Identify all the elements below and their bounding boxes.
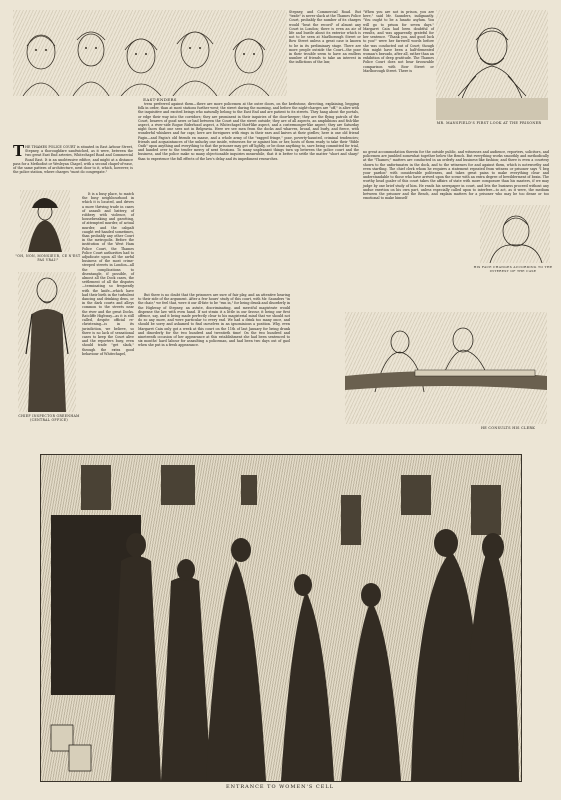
text-col-middle-2 [138, 293, 290, 348]
east-enders-faces [13, 10, 287, 96]
text-col-right [363, 150, 549, 200]
caption-consults: HE CONSULTS HIS CLERK [480, 426, 536, 430]
east-enders-illustration [13, 10, 287, 96]
magistrate-head [480, 205, 550, 263]
face-changes-illustration [480, 205, 550, 263]
text-col-middle [138, 102, 359, 161]
woman-figure [20, 190, 70, 252]
text-col-stepney [289, 10, 361, 65]
paragraph: It is a busy place, to match the busy neighbourhood in which it is located, and drives a more thriving trade in cases of assault and battery, of robbery with violence, of housebreaking and garotting, of attempted murder, of actual murder, and the cabpalt caught red-handed sometimes, than probably any other Court in the metropolis. Before the institution of the West Ham Police Court, the Thames Police Court authorities had to adjudicate upon all the awful business of the most crime-steeped streets in London—all the complications to disentangle, if possible, of almost all the Dock cases, the settlement of all the disputes—terminating so frequently with the knife—which have had their birth in the turbulent dancing and drinking dens, or in the dark courts and alleys common to the streets near the river and the great Docks. Ratcliffe Highway—as it is still called, despite official re-christening—is in its jurisdiction, we believe, so there is no lack of sensational cases to keep the Court alive and the reporters busy, even should trade "get slack," through the extra good behaviour of Whitechapel, [82, 192, 134, 356]
paragraph: tress preferred against them—there are more policemen at the outer doors, on the kerbstone, directing, explaining, begging folk in order, than at most stations further west; the street during the morning, and before the night-charges are "off," is alive with the inquisitive and excited beings who naturally belong to the East End and are patient to its streets. They hang about the portals, or edge their way into the corridors; they are prominent in their inquiries of the door-keeper; they are the flying patrols of the Court, bearers of good news or bad between the Court and the street outside; they are of all aspects, an amphibious and fish-like aspect, a river-side Rogue Riderhood aspect, a Whitechapel thief-like aspect, and a costermonger-like aspect; they are Saturday night faces that one sees not in Belgravia. Here we see men from the docks and wharves, broad, and burly, and fierce, with wonderful whiskers and fur caps; here are foreigners with rings in their ears and knives at their girdles; here is one old friend Fagin—and Fagin's old friends en masse, and a whole army of the "ragged fringe," poor, poverty-haunted, criminal tendencies; friends and acquaintances of the unlucky one inside, witnesses for or against him or her, hosts of them ready to take their "Bible Oath" upon anything and everything to that the prisoner may get off lightly, or be done anything to, save being committed for trial, and handed over to the tender mercy of next Sessions. To many unpleasant things turn up between the police court and the business, and the police make so many objectionable inquiries meanwhile, that it is better to settle the matter "short and sharp" than to experience the full effects of the law's delay and its impediment researches. [138, 102, 359, 161]
caption-face-changes: HIS FACE CHANGES ACCORDING TO THE INTEREST OF THE CASE [473, 265, 553, 273]
caption-oh-non: "OH, NON, MONSIEUR, CE N'EST PAS VRAI!" [15, 254, 81, 262]
intro-paragraph: HE THAMES POLICE COURT is situated in East Arbour Street, Stepney, a thoroughfare sandwiched, as it were, between the two great East End arteries, Whitechapel Road and Commercial Road East. It is an unobtrusive edifice, and might at a distance pass for a Methodist or Wesleyan Chapel, with a second chapel-of-ease, of the same pattern of architecture, next door to it, which, however, is the police station, where charges "most do congregate." [13, 145, 133, 175]
caption-first-look: MR. MANSFIELD'S FIRST LOOK AT THE PRISONER [436, 121, 542, 125]
entrance-scene [41, 455, 521, 781]
paragraph: Stepney, and Commercial Road. But "trade" is never slack at the Thames Police Court, probably the number of its charges would "beat the record" of almost any Court in London; there is even an air of life and bustle about its exterior which is not to be seen at Marlborough Street or Bow Street unless a great case is known to be in its preliminary stage. There are more people outside the Court—the poor in their trouble seem to have an endless number of friends to take an interest in the inflictions of the law, [289, 10, 361, 65]
intro-block [13, 142, 133, 175]
caption-east-enders: EAST-ENDERS [143, 97, 177, 102]
text-col-right-top [363, 10, 434, 73]
inspector-figure [18, 272, 76, 412]
paragraph: no great accommodation therein for the outside public, and witnesses and audience, reporters, solicitors, and policemen are jumbled somewhat together below the Bench. But everything works smoothly and methodically at the "Thames;" matters are conducted in an orderly and business-like fashion; and there is even a courtesy shown to the unfortunates in the dock, and to the witnesses for and against them, which is noteworthy and even startling. The chief clerk whom he requires a statement repeated from witness or prisoner says "I beg your pardon" with considerable politeness, and takes great pains to make everything clear and understandable to those who have arrived upon the scene with an extra degree of bewilderment of brain. The worthy head goaler of this court takes the affairs of state with more composure than his masters, if we may judge by one brief study of him. He reads his newspaper in court, and lets the business proceed without any undue exertion on his own part, unless especially called upon to interfere—to act, as it were, the medium between the prisoner and the Bench, and explain matters for a prisoner who may be too dense or too emotional to make himself [363, 150, 549, 201]
mansfield-first-look-illustration [436, 10, 548, 120]
clerk-scene [345, 312, 547, 424]
drop-cap: T [13, 142, 25, 160]
entrance-womens-cell-illustration [40, 454, 522, 782]
paragraph: But there is no doubt that the prisoners are sure of fair play, and an attentive hearing to their side of the argument. After a few hours' study of this court, with Mr. Saunders "in the chair," we feel that, were it our ill-fate to be "run in," for being drunk and disorderly in the Highway of Stepney, an astute, discriminating, and merciful magistrate would dispense the law with even hand. If not strain it a little in our favour, it being our first offence, say, and it being made perfectly clear to his magisterial mind that we should not do so any more, and were particular to every end. We had a drink too many once, and should be sorry and ashamed to find ourselves in an ignominious a position. Why, even Margaret Cain only got a week at this court on the 11th of last January for being drunk and disorderly for the two hundred and twentieth time! On the two hundred and nineteenth occasion of her appearance at this establishment she had been sentenced to six months' hard labour for assaulting a policeman, and had been two days out of gaol when she put in a fresh appearance. [138, 293, 290, 348]
text-col-left [82, 192, 134, 356]
inspector-illustration [18, 272, 76, 412]
oh-non-illustration [20, 190, 70, 252]
consults-clerk-illustration [345, 312, 547, 424]
caption-inspector: CHIEF INSPECTOR GREENHAM (CENTRAL OFFICE) [18, 414, 80, 422]
caption-entrance: ENTRANCE TO WOMEN'S CELL [225, 784, 335, 790]
magistrate-portrait [436, 10, 548, 120]
paragraph: "When you are not in prison, you are here," said Mr. Saunders, indignantly. "You ought to be a lunatic asylum. You will go to prison for seven days." Margaret Cain had been doubtful of results, and was apparently grateful for her sentence. "Thank you, and good luck to you!" were her farewell words before she was conducted out of Court; though this might have been a half-demented woman's bravado, after all, rather than an exhibition of deep gratitude. The Thames Police Court does not bear favourable comparison with Bow Street or Marlborough Street. There is [363, 10, 434, 73]
